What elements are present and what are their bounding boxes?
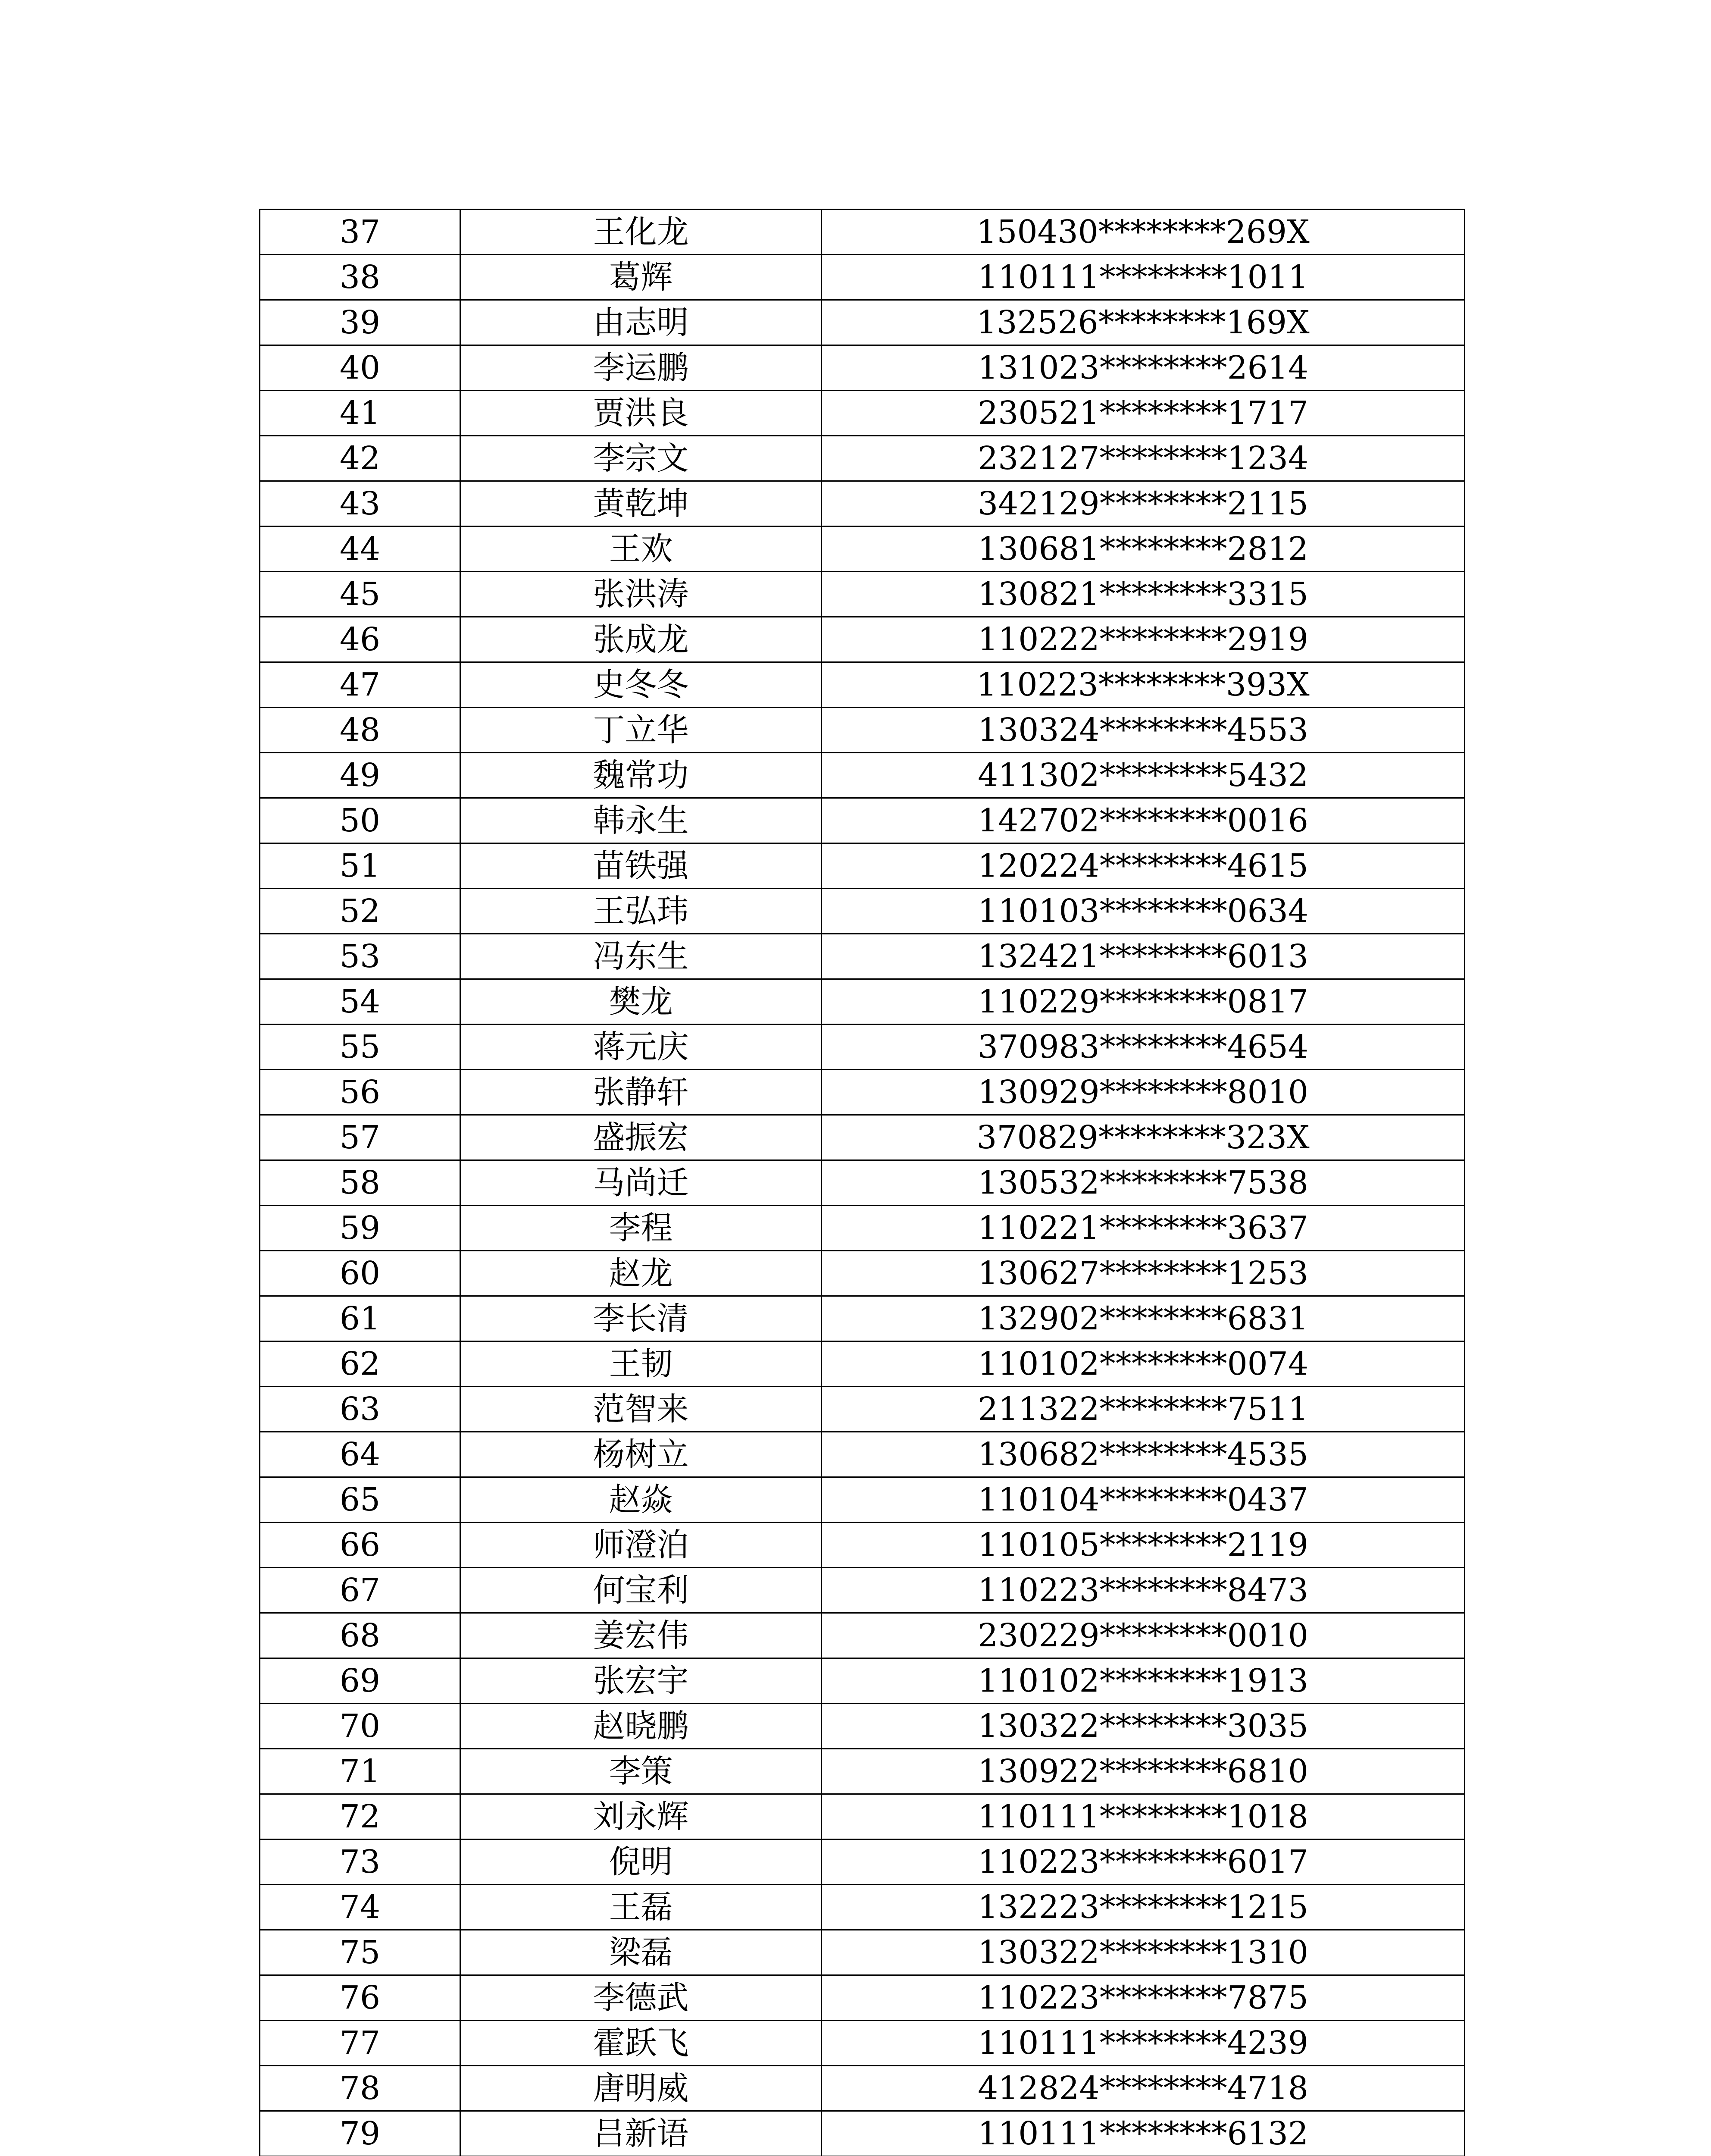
id-number-cell: 132421********6013 — [822, 934, 1465, 979]
table-row — [260, 798, 1465, 843]
table-row — [260, 1704, 1465, 1749]
table-row — [260, 617, 1465, 662]
table-row — [260, 1523, 1465, 1568]
id-number-cell: 370983********4654 — [822, 1025, 1465, 1070]
name-cell: 吕新语 — [460, 2111, 822, 2156]
id-number-cell: 130532********7538 — [822, 1160, 1465, 1206]
table-row — [260, 1794, 1465, 1839]
roster-table — [259, 209, 1465, 2156]
id-number-cell: 110103********0634 — [822, 889, 1465, 934]
table-row — [260, 1568, 1465, 1613]
row-number-cell: 77 — [260, 2021, 460, 2066]
id-number-cell: 120224********4615 — [822, 843, 1465, 889]
name-cell: 王化龙 — [460, 210, 822, 255]
id-number-cell: 130324********4553 — [822, 708, 1465, 753]
table-row — [260, 1749, 1465, 1794]
row-number-cell: 69 — [260, 1658, 460, 1704]
name-cell: 王弘玮 — [460, 889, 822, 934]
name-cell: 张静轩 — [460, 1070, 822, 1115]
name-cell: 魏常功 — [460, 753, 822, 798]
table-row — [260, 1432, 1465, 1477]
table-row — [260, 1070, 1465, 1115]
row-number-cell: 67 — [260, 1568, 460, 1613]
name-cell: 唐明威 — [460, 2066, 822, 2111]
id-number-cell: 110102********1913 — [822, 1658, 1465, 1704]
id-number-cell: 110104********0437 — [822, 1477, 1465, 1523]
table-row — [260, 526, 1465, 572]
id-number-cell: 130922********6810 — [822, 1749, 1465, 1794]
id-number-cell: 412824********4718 — [822, 2066, 1465, 2111]
roster-table-body — [260, 210, 1465, 2156]
row-number-cell: 57 — [260, 1115, 460, 1160]
id-number-cell: 110105********2119 — [822, 1523, 1465, 1568]
table-row — [260, 1025, 1465, 1070]
table-row — [260, 210, 1465, 255]
name-cell: 王磊 — [460, 1885, 822, 1930]
name-cell: 葛辉 — [460, 255, 822, 300]
id-number-cell: 211322********7511 — [822, 1387, 1465, 1432]
name-cell: 刘永辉 — [460, 1794, 822, 1839]
table-row — [260, 1387, 1465, 1432]
row-number-cell: 46 — [260, 617, 460, 662]
row-number-cell: 39 — [260, 300, 460, 345]
table-row — [260, 391, 1465, 436]
row-number-cell: 68 — [260, 1613, 460, 1658]
row-number-cell: 79 — [260, 2111, 460, 2156]
row-number-cell: 56 — [260, 1070, 460, 1115]
name-cell: 张洪涛 — [460, 572, 822, 617]
name-cell: 苗铁强 — [460, 843, 822, 889]
table-row — [260, 2111, 1465, 2156]
name-cell: 霍跃飞 — [460, 2021, 822, 2066]
row-number-cell: 54 — [260, 979, 460, 1025]
table-row — [260, 1885, 1465, 1930]
id-number-cell: 130681********2812 — [822, 526, 1465, 572]
table-row — [260, 2021, 1465, 2066]
id-number-cell: 132223********1215 — [822, 1885, 1465, 1930]
id-number-cell: 130627********1253 — [822, 1251, 1465, 1296]
id-number-cell: 110223********7875 — [822, 1975, 1465, 2021]
name-cell: 张成龙 — [460, 617, 822, 662]
row-number-cell: 76 — [260, 1975, 460, 2021]
id-number-cell: 132902********6831 — [822, 1296, 1465, 1341]
row-number-cell: 49 — [260, 753, 460, 798]
name-cell: 梁磊 — [460, 1930, 822, 1975]
name-cell: 李宗文 — [460, 436, 822, 481]
row-number-cell: 52 — [260, 889, 460, 934]
name-cell: 师澄泊 — [460, 1523, 822, 1568]
row-number-cell: 51 — [260, 843, 460, 889]
row-number-cell: 43 — [260, 481, 460, 526]
table-row — [260, 889, 1465, 934]
id-number-cell: 142702********0016 — [822, 798, 1465, 843]
id-number-cell: 110223********393X — [822, 662, 1465, 708]
table-row — [260, 1658, 1465, 1704]
id-number-cell: 110111********1011 — [822, 255, 1465, 300]
name-cell: 范智来 — [460, 1387, 822, 1432]
row-number-cell: 47 — [260, 662, 460, 708]
row-number-cell: 48 — [260, 708, 460, 753]
id-number-cell: 232127********1234 — [822, 436, 1465, 481]
id-number-cell: 110222********2919 — [822, 617, 1465, 662]
table-row — [260, 1251, 1465, 1296]
name-cell: 盛振宏 — [460, 1115, 822, 1160]
table-row — [260, 345, 1465, 391]
name-cell: 何宝利 — [460, 1568, 822, 1613]
id-number-cell: 230229********0010 — [822, 1613, 1465, 1658]
table-row — [260, 436, 1465, 481]
id-number-cell: 130322********1310 — [822, 1930, 1465, 1975]
id-number-cell: 110111********6132 — [822, 2111, 1465, 2156]
table-row — [260, 1296, 1465, 1341]
id-number-cell: 150430********269X — [822, 210, 1465, 255]
name-cell: 黄乾坤 — [460, 481, 822, 526]
id-number-cell: 130682********4535 — [822, 1432, 1465, 1477]
row-number-cell: 50 — [260, 798, 460, 843]
row-number-cell: 42 — [260, 436, 460, 481]
row-number-cell: 58 — [260, 1160, 460, 1206]
row-number-cell: 66 — [260, 1523, 460, 1568]
row-number-cell: 63 — [260, 1387, 460, 1432]
table-row — [260, 1341, 1465, 1387]
name-cell: 李德武 — [460, 1975, 822, 2021]
table-row — [260, 1477, 1465, 1523]
row-number-cell: 37 — [260, 210, 460, 255]
table-row — [260, 1839, 1465, 1885]
id-number-cell: 370829********323X — [822, 1115, 1465, 1160]
id-number-cell: 110111********4239 — [822, 2021, 1465, 2066]
table-row — [260, 1206, 1465, 1251]
id-number-cell: 110229********0817 — [822, 979, 1465, 1025]
table-row — [260, 572, 1465, 617]
id-number-cell: 132526********169X — [822, 300, 1465, 345]
table-row — [260, 1115, 1465, 1160]
id-number-cell: 131023********2614 — [822, 345, 1465, 391]
table-row — [260, 1160, 1465, 1206]
name-cell: 李策 — [460, 1749, 822, 1794]
name-cell: 由志明 — [460, 300, 822, 345]
row-number-cell: 41 — [260, 391, 460, 436]
name-cell: 王欢 — [460, 526, 822, 572]
row-number-cell: 78 — [260, 2066, 460, 2111]
row-number-cell: 59 — [260, 1206, 460, 1251]
table-row — [260, 255, 1465, 300]
id-number-cell: 342129********2115 — [822, 481, 1465, 526]
row-number-cell: 73 — [260, 1839, 460, 1885]
name-cell: 姜宏伟 — [460, 1613, 822, 1658]
table-row — [260, 1975, 1465, 2021]
row-number-cell: 70 — [260, 1704, 460, 1749]
name-cell: 冯东生 — [460, 934, 822, 979]
id-number-cell: 130929********8010 — [822, 1070, 1465, 1115]
name-cell: 杨树立 — [460, 1432, 822, 1477]
table-row — [260, 1930, 1465, 1975]
table-row — [260, 300, 1465, 345]
name-cell: 丁立华 — [460, 708, 822, 753]
name-cell: 李运鹏 — [460, 345, 822, 391]
table-row — [260, 1613, 1465, 1658]
row-number-cell: 62 — [260, 1341, 460, 1387]
name-cell: 马尚迁 — [460, 1160, 822, 1206]
name-cell: 史冬冬 — [460, 662, 822, 708]
row-number-cell: 60 — [260, 1251, 460, 1296]
table-row — [260, 843, 1465, 889]
name-cell: 樊龙 — [460, 979, 822, 1025]
id-number-cell: 110102********0074 — [822, 1341, 1465, 1387]
table-row — [260, 481, 1465, 526]
name-cell: 李程 — [460, 1206, 822, 1251]
name-cell: 赵焱 — [460, 1477, 822, 1523]
id-number-cell: 110223********8473 — [822, 1568, 1465, 1613]
table-row — [260, 708, 1465, 753]
id-number-cell: 110111********1018 — [822, 1794, 1465, 1839]
table-row — [260, 934, 1465, 979]
id-number-cell: 110223********6017 — [822, 1839, 1465, 1885]
table-row — [260, 979, 1465, 1025]
name-cell: 蒋元庆 — [460, 1025, 822, 1070]
id-number-cell: 130322********3035 — [822, 1704, 1465, 1749]
name-cell: 王韧 — [460, 1341, 822, 1387]
name-cell: 赵晓鹏 — [460, 1704, 822, 1749]
row-number-cell: 65 — [260, 1477, 460, 1523]
id-number-cell: 130821********3315 — [822, 572, 1465, 617]
row-number-cell: 75 — [260, 1930, 460, 1975]
name-cell: 倪明 — [460, 1839, 822, 1885]
row-number-cell: 53 — [260, 934, 460, 979]
name-cell: 李长清 — [460, 1296, 822, 1341]
id-number-cell: 110221********3637 — [822, 1206, 1465, 1251]
row-number-cell: 44 — [260, 526, 460, 572]
name-cell: 韩永生 — [460, 798, 822, 843]
name-cell: 赵龙 — [460, 1251, 822, 1296]
row-number-cell: 38 — [260, 255, 460, 300]
row-number-cell: 71 — [260, 1749, 460, 1794]
row-number-cell: 55 — [260, 1025, 460, 1070]
row-number-cell: 74 — [260, 1885, 460, 1930]
table-row — [260, 753, 1465, 798]
name-cell: 贾洪良 — [460, 391, 822, 436]
row-number-cell: 64 — [260, 1432, 460, 1477]
name-cell: 张宏宇 — [460, 1658, 822, 1704]
id-number-cell: 411302********5432 — [822, 753, 1465, 798]
row-number-cell: 61 — [260, 1296, 460, 1341]
id-number-cell: 230521********1717 — [822, 391, 1465, 436]
row-number-cell: 72 — [260, 1794, 460, 1839]
row-number-cell: 40 — [260, 345, 460, 391]
table-row — [260, 662, 1465, 708]
row-number-cell: 45 — [260, 572, 460, 617]
table-row — [260, 2066, 1465, 2111]
